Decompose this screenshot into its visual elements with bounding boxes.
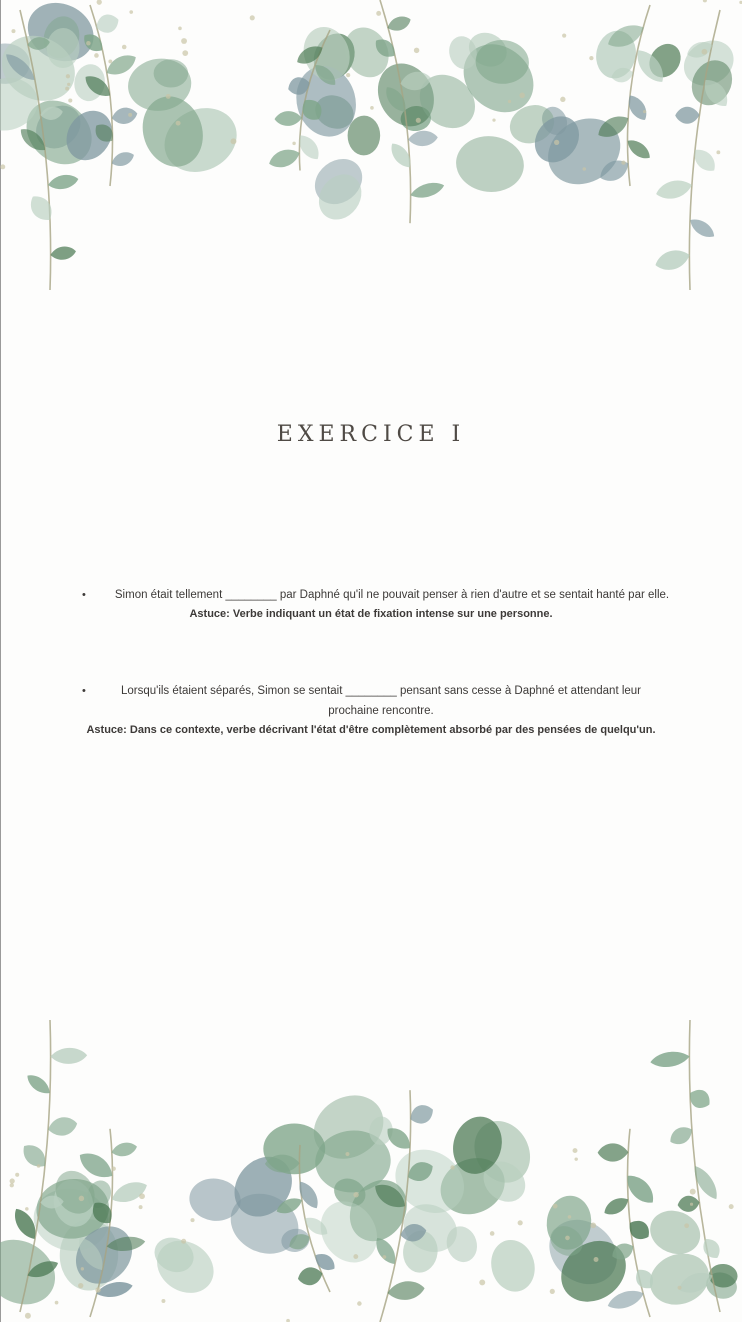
leaf-shape <box>408 130 439 147</box>
exercise-hint: Astuce: Dans ce contexte, verbe décrivant l'état d'être complètement absorbé par des pensées de quelqu'un. <box>86 724 656 736</box>
bullet-icon: • <box>82 589 86 601</box>
exercise-question: Lorsqu'ils étaient séparés, Simon se sentait ________ pensant sans cesse à Daphné et attendant leur prochaine rencontre. <box>120 685 642 717</box>
leaf-shape <box>110 1140 138 1159</box>
leaf-shape <box>274 110 302 126</box>
leaf-shape <box>24 1071 54 1098</box>
leaf-shape <box>699 1235 724 1262</box>
exercise-item-2 <box>0 681 742 739</box>
leaf-shape <box>598 1143 629 1162</box>
leaf-shape <box>266 145 302 171</box>
leaf-shape <box>386 1279 425 1302</box>
leaf-shape <box>109 149 136 169</box>
leaf-shape <box>109 1177 151 1207</box>
exercise-hint: Astuce: Verbe indiquant un état de fixation intense sur une personne. <box>189 608 553 620</box>
leaf-shape <box>46 1115 79 1139</box>
leaf-shape <box>649 1049 690 1069</box>
bottom-foliage-illustration <box>0 1000 742 1322</box>
leaf-shape <box>687 215 718 242</box>
leaf-shape <box>677 1195 701 1214</box>
leaf-shape <box>25 191 57 225</box>
leaf-shape <box>409 179 446 201</box>
leaf-shape <box>675 107 700 124</box>
leaf-shape <box>653 246 692 274</box>
page-title: EXERCICE I <box>276 422 466 447</box>
exercise-question: Simon était tellement ________ par Daphné qu'il ne pouvait penser à rien d'autre et se sentait hanté par elle. <box>114 589 670 601</box>
leaf-shape <box>49 245 76 262</box>
leaf-shape <box>387 140 416 172</box>
leaf-shape <box>601 1193 631 1218</box>
leaf-shape <box>689 1162 722 1203</box>
exercise-item-1 <box>0 585 742 623</box>
leaf-shape <box>294 1178 322 1212</box>
leaf-shape <box>110 106 138 126</box>
leaf-shape <box>47 172 80 191</box>
leaf-shape <box>654 177 694 203</box>
bullet-icon: • <box>82 685 86 697</box>
leaf-shape <box>50 1047 87 1064</box>
top-foliage-illustration <box>0 0 742 320</box>
